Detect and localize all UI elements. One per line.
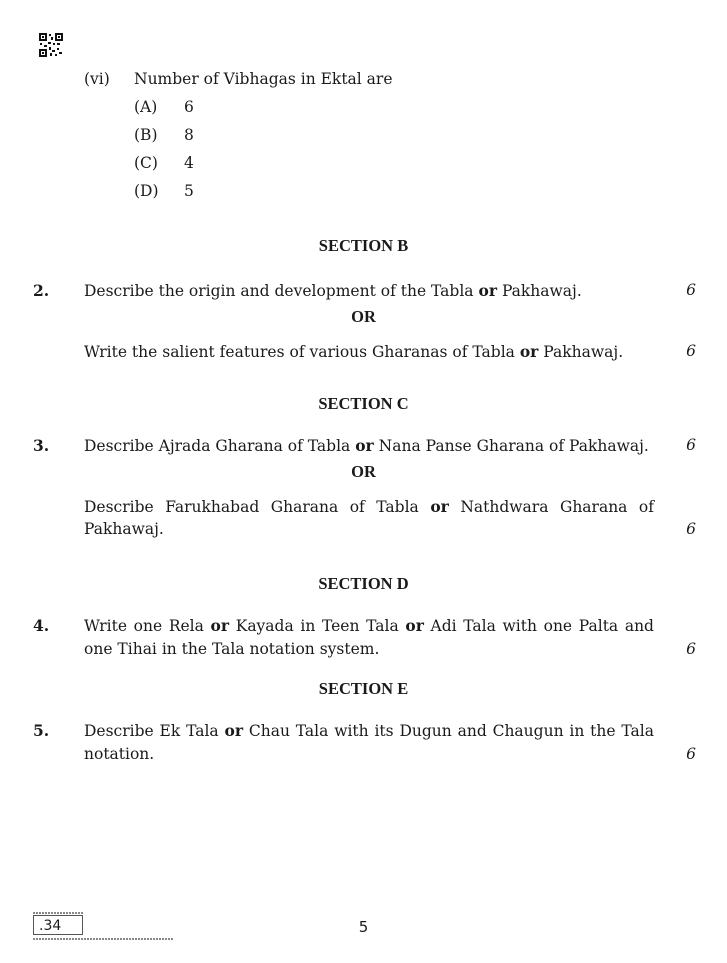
option-d-label: (D) — [134, 182, 159, 200]
or-separator: OR — [351, 462, 376, 481]
question-vi-text: Number of Vibhagas in Ektal are — [134, 70, 393, 88]
question-5-line1: Describe Ek Tala or Chau Tala with its Dugun and Chaugun in the Tala — [84, 721, 654, 740]
footer-microtext-bottom — [33, 938, 173, 940]
question-4-marks: 6 — [686, 640, 696, 658]
page-number: 5 — [358, 918, 369, 936]
qr-code-icon — [39, 33, 63, 57]
question-3-option-a: Describe Ajrada Gharana of Tabla or Nana Panse Gharana of Pakhawaj. — [84, 436, 649, 455]
question-2-marks: 6 — [686, 281, 696, 299]
question-5-number: 5. — [33, 721, 50, 740]
or-keyword: or — [430, 497, 449, 516]
question-2-alt-marks: 6 — [686, 342, 696, 360]
question-2-option-b: Write the salient features of various Gharanas of Tabla or Pakhawaj. — [84, 342, 624, 361]
option-d-value: 5 — [184, 182, 194, 200]
or-separator: OR — [351, 307, 376, 326]
question-3-marks: 6 — [686, 436, 696, 454]
section-c-heading: SECTION C — [318, 394, 409, 413]
question-2-number: 2. — [33, 281, 50, 300]
question-3-option-b-line2: Pakhawaj. — [84, 520, 164, 538]
section-d-heading: SECTION D — [318, 574, 409, 593]
or-keyword: or — [224, 721, 244, 740]
question-5-line2: notation. — [84, 745, 155, 763]
paper-code-box: .34 — [33, 915, 83, 935]
section-e-heading: SECTION E — [318, 679, 409, 698]
question-3-alt-marks: 6 — [686, 520, 696, 538]
option-b-label: (B) — [134, 126, 158, 144]
option-c-label: (C) — [134, 154, 158, 172]
or-keyword: or — [210, 616, 230, 635]
question-4-line2: one Tihai in the Tala notation system. — [84, 640, 380, 658]
or-keyword: or — [478, 281, 497, 300]
question-4-number: 4. — [33, 616, 50, 635]
question-3-number: 3. — [33, 436, 50, 455]
question-5-marks: 6 — [686, 745, 696, 763]
or-keyword: or — [405, 616, 424, 635]
or-keyword: or — [519, 342, 539, 361]
option-b-value: 8 — [184, 126, 194, 144]
option-a-label: (A) — [134, 98, 158, 116]
option-c-value: 4 — [184, 154, 194, 172]
or-keyword: or — [355, 436, 374, 455]
question-2-option-a: Describe the origin and development of the Tabla or Pakhawaj. — [84, 281, 582, 300]
section-b-heading: SECTION B — [318, 236, 409, 255]
question-vi-number: (vi) — [84, 70, 110, 88]
footer-microtext-top — [33, 912, 83, 914]
question-3-option-b-line1: Describe Farukhabad Gharana of Tabla or Nathdwara Gharana of — [84, 497, 654, 516]
question-4-line1: Write one Rela or Kayada in Teen Tala or Adi Tala with one Palta and — [84, 616, 654, 635]
option-a-value: 6 — [184, 98, 194, 116]
